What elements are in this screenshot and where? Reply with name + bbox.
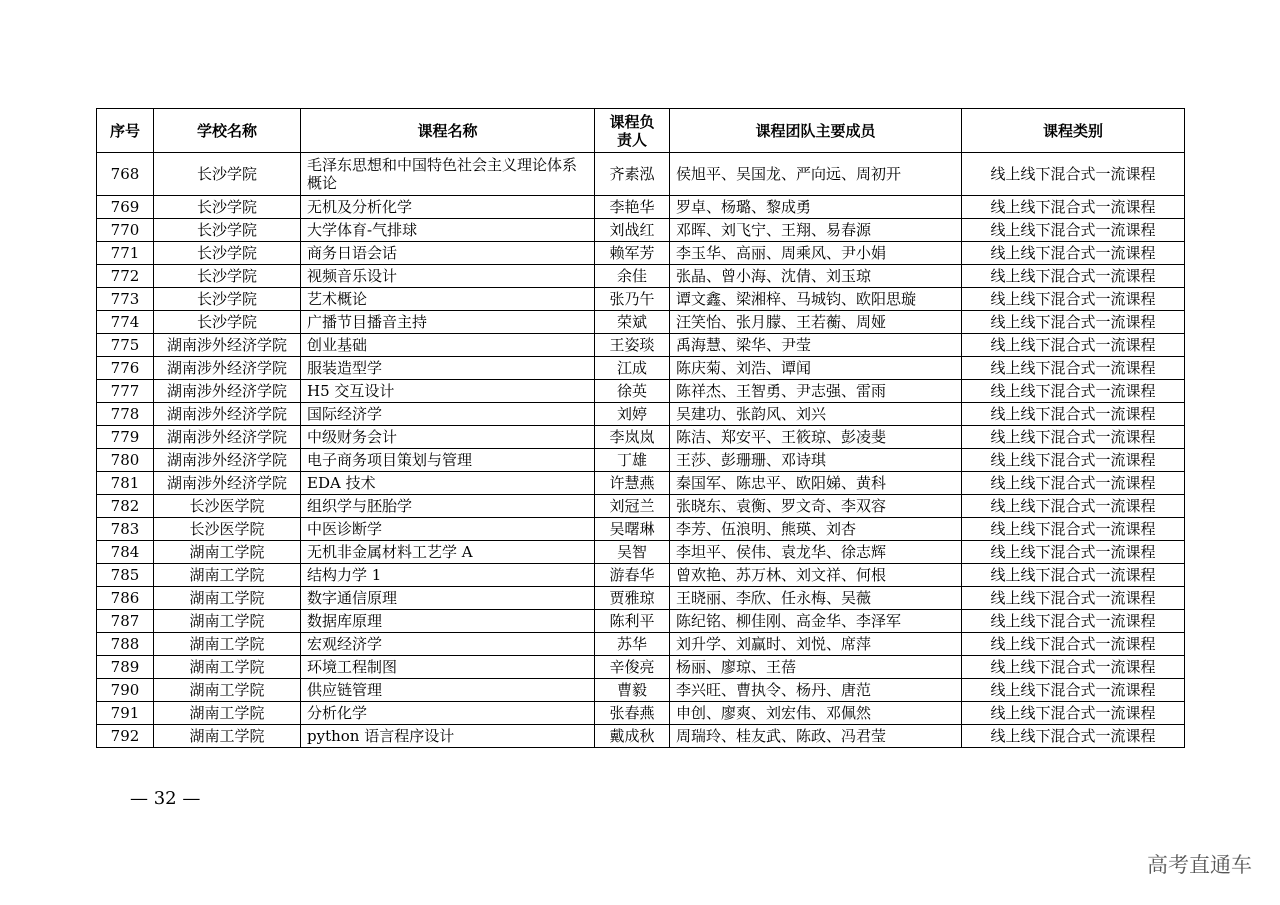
cell-team: 邓晖、刘飞宁、王翔、易春源 <box>670 219 962 242</box>
cell-leader: 辛俊亮 <box>595 656 670 679</box>
cell-team: 李兴旺、曹执令、杨丹、唐范 <box>670 679 962 702</box>
page-number: — 32 — <box>130 788 201 809</box>
cell-team: 申创、廖爽、刘宏伟、邓佩然 <box>670 702 962 725</box>
cell-course: H5 交互设计 <box>301 380 595 403</box>
cell-course: 数据库原理 <box>301 610 595 633</box>
cell-leader: 张春燕 <box>595 702 670 725</box>
table-row <box>97 403 1185 426</box>
header-leader: 课程负责人 <box>595 109 670 153</box>
cell-index: 775 <box>97 334 154 357</box>
cell-category: 线上线下混合式一流课程 <box>962 656 1185 679</box>
cell-index: 791 <box>97 702 154 725</box>
cell-index: 785 <box>97 564 154 587</box>
cell-team: 刘升学、刘赢时、刘悦、席萍 <box>670 633 962 656</box>
cell-category: 线上线下混合式一流课程 <box>962 242 1185 265</box>
cell-school: 湖南涉外经济学院 <box>154 426 301 449</box>
table-row <box>97 449 1185 472</box>
cell-school: 长沙学院 <box>154 265 301 288</box>
cell-course: 环境工程制图 <box>301 656 595 679</box>
table-row <box>97 288 1185 311</box>
cell-team: 侯旭平、吴国龙、严向远、周初开 <box>670 153 962 196</box>
cell-school: 湖南涉外经济学院 <box>154 403 301 426</box>
cell-team: 李芳、伍浪明、熊瑛、刘杏 <box>670 518 962 541</box>
cell-leader: 徐英 <box>595 380 670 403</box>
table-row <box>97 656 1185 679</box>
table-row <box>97 633 1185 656</box>
cell-leader: 余佳 <box>595 265 670 288</box>
cell-category: 线上线下混合式一流课程 <box>962 380 1185 403</box>
cell-index: 776 <box>97 357 154 380</box>
cell-index: 779 <box>97 426 154 449</box>
table-row <box>97 196 1185 219</box>
cell-team: 汪笑怡、张月朦、王若蘅、周娅 <box>670 311 962 334</box>
cell-team: 李玉华、高丽、周乘风、尹小娟 <box>670 242 962 265</box>
cell-course: 数字通信原理 <box>301 587 595 610</box>
cell-school: 湖南工学院 <box>154 541 301 564</box>
cell-leader: 吴智 <box>595 541 670 564</box>
table-row <box>97 564 1185 587</box>
cell-category: 线上线下混合式一流课程 <box>962 564 1185 587</box>
cell-school: 湖南涉外经济学院 <box>154 380 301 403</box>
cell-team: 禹海慧、梁华、尹莹 <box>670 334 962 357</box>
cell-course: 无机及分析化学 <box>301 196 595 219</box>
cell-course: 宏观经济学 <box>301 633 595 656</box>
cell-index: 783 <box>97 518 154 541</box>
cell-course: 中医诊断学 <box>301 518 595 541</box>
cell-course: python 语言程序设计 <box>301 725 595 748</box>
cell-index: 773 <box>97 288 154 311</box>
cell-leader: 吴曙琳 <box>595 518 670 541</box>
cell-course: 服装造型学 <box>301 357 595 380</box>
cell-leader: 李岚岚 <box>595 426 670 449</box>
cell-index: 780 <box>97 449 154 472</box>
cell-index: 786 <box>97 587 154 610</box>
table-row <box>97 357 1185 380</box>
cell-school: 长沙医学院 <box>154 518 301 541</box>
cell-index: 782 <box>97 495 154 518</box>
cell-index: 770 <box>97 219 154 242</box>
cell-team: 陈庆菊、刘浩、谭闻 <box>670 357 962 380</box>
table-row <box>97 334 1185 357</box>
table-row <box>97 426 1185 449</box>
cell-course: 组织学与胚胎学 <box>301 495 595 518</box>
cell-category: 线上线下混合式一流课程 <box>962 587 1185 610</box>
cell-team: 曾欢艳、苏万林、刘文祥、何根 <box>670 564 962 587</box>
cell-category: 线上线下混合式一流课程 <box>962 403 1185 426</box>
table-row <box>97 725 1185 748</box>
cell-index: 772 <box>97 265 154 288</box>
cell-category: 线上线下混合式一流课程 <box>962 449 1185 472</box>
cell-leader: 刘婷 <box>595 403 670 426</box>
cell-leader: 赖军芳 <box>595 242 670 265</box>
cell-course: 大学体育-气排球 <box>301 219 595 242</box>
table-row <box>97 702 1185 725</box>
cell-category: 线上线下混合式一流课程 <box>962 541 1185 564</box>
cell-index: 769 <box>97 196 154 219</box>
cell-category: 线上线下混合式一流课程 <box>962 426 1185 449</box>
cell-category: 线上线下混合式一流课程 <box>962 702 1185 725</box>
cell-course: 中级财务会计 <box>301 426 595 449</box>
cell-course: 创业基础 <box>301 334 595 357</box>
cell-index: 771 <box>97 242 154 265</box>
cell-course: EDA 技术 <box>301 472 595 495</box>
cell-category: 线上线下混合式一流课程 <box>962 311 1185 334</box>
cell-team: 杨丽、廖琼、王蓓 <box>670 656 962 679</box>
cell-school: 湖南工学院 <box>154 679 301 702</box>
table-row <box>97 610 1185 633</box>
cell-leader: 江成 <box>595 357 670 380</box>
cell-school: 长沙学院 <box>154 288 301 311</box>
cell-school: 湖南涉外经济学院 <box>154 334 301 357</box>
cell-index: 790 <box>97 679 154 702</box>
cell-school: 长沙学院 <box>154 153 301 196</box>
cell-school: 长沙学院 <box>154 242 301 265</box>
cell-school: 湖南涉外经济学院 <box>154 472 301 495</box>
cell-course: 供应链管理 <box>301 679 595 702</box>
cell-leader: 苏华 <box>595 633 670 656</box>
cell-index: 781 <box>97 472 154 495</box>
cell-category: 线上线下混合式一流课程 <box>962 357 1185 380</box>
cell-school: 湖南工学院 <box>154 610 301 633</box>
cell-category: 线上线下混合式一流课程 <box>962 725 1185 748</box>
cell-category: 线上线下混合式一流课程 <box>962 633 1185 656</box>
cell-school: 湖南工学院 <box>154 702 301 725</box>
cell-school: 长沙学院 <box>154 311 301 334</box>
cell-school: 湖南工学院 <box>154 725 301 748</box>
cell-course: 结构力学 1 <box>301 564 595 587</box>
cell-school: 湖南工学院 <box>154 633 301 656</box>
cell-category: 线上线下混合式一流课程 <box>962 334 1185 357</box>
cell-school: 长沙学院 <box>154 196 301 219</box>
cell-team: 王莎、彭珊珊、邓诗琪 <box>670 449 962 472</box>
cell-school: 湖南涉外经济学院 <box>154 357 301 380</box>
cell-leader: 贾雅琼 <box>595 587 670 610</box>
cell-course: 国际经济学 <box>301 403 595 426</box>
cell-leader: 王姿琰 <box>595 334 670 357</box>
cell-team: 吴建功、张韵风、刘兴 <box>670 403 962 426</box>
table-row <box>97 472 1185 495</box>
cell-category: 线上线下混合式一流课程 <box>962 153 1185 196</box>
cell-course: 电子商务项目策划与管理 <box>301 449 595 472</box>
header-index: 序号 <box>97 109 154 153</box>
header-team: 课程团队主要成员 <box>670 109 962 153</box>
cell-team: 周瑞玲、桂友武、陈政、冯君莹 <box>670 725 962 748</box>
cell-leader: 齐素泓 <box>595 153 670 196</box>
cell-team: 陈洁、郑安平、王筱琼、彭凌斐 <box>670 426 962 449</box>
table-row <box>97 679 1185 702</box>
cell-leader: 张乃午 <box>595 288 670 311</box>
cell-course: 视频音乐设计 <box>301 265 595 288</box>
cell-leader: 丁雄 <box>595 449 670 472</box>
cell-leader: 许慧燕 <box>595 472 670 495</box>
header-course: 课程名称 <box>301 109 595 153</box>
table-row <box>97 311 1185 334</box>
cell-leader: 戴成秋 <box>595 725 670 748</box>
cell-course: 艺术概论 <box>301 288 595 311</box>
table-row <box>97 242 1185 265</box>
cell-leader: 李艳华 <box>595 196 670 219</box>
cell-category: 线上线下混合式一流课程 <box>962 472 1185 495</box>
cell-team: 陈祥杰、王智勇、尹志强、雷雨 <box>670 380 962 403</box>
cell-school: 长沙医学院 <box>154 495 301 518</box>
table-row <box>97 495 1185 518</box>
cell-course: 无机非金属材料工艺学 A <box>301 541 595 564</box>
cell-team: 李坦平、侯伟、袁龙华、徐志辉 <box>670 541 962 564</box>
cell-school: 湖南工学院 <box>154 587 301 610</box>
cell-course: 毛泽东思想和中国特色社会主义理论体系概论 <box>301 153 595 196</box>
cell-leader: 荣斌 <box>595 311 670 334</box>
cell-index: 792 <box>97 725 154 748</box>
table-row <box>97 587 1185 610</box>
cell-category: 线上线下混合式一流课程 <box>962 495 1185 518</box>
table-body <box>97 153 1185 748</box>
cell-category: 线上线下混合式一流课程 <box>962 219 1185 242</box>
table-row <box>97 265 1185 288</box>
cell-category: 线上线下混合式一流课程 <box>962 265 1185 288</box>
table-row <box>97 380 1185 403</box>
cell-category: 线上线下混合式一流课程 <box>962 196 1185 219</box>
cell-index: 778 <box>97 403 154 426</box>
cell-leader: 刘战红 <box>595 219 670 242</box>
cell-team: 秦国军、陈忠平、欧阳娣、黄科 <box>670 472 962 495</box>
cell-school: 湖南涉外经济学院 <box>154 449 301 472</box>
cell-index: 784 <box>97 541 154 564</box>
cell-team: 谭文鑫、梁湘梓、马城钧、欧阳思璇 <box>670 288 962 311</box>
cell-team: 陈纪铭、柳佳刚、高金华、李泽军 <box>670 610 962 633</box>
cell-index: 774 <box>97 311 154 334</box>
cell-index: 768 <box>97 153 154 196</box>
table-row <box>97 219 1185 242</box>
cell-index: 789 <box>97 656 154 679</box>
cell-school: 湖南工学院 <box>154 564 301 587</box>
cell-team: 王晓丽、李欣、任永梅、吴薇 <box>670 587 962 610</box>
cell-leader: 曹毅 <box>595 679 670 702</box>
watermark-text: 高考直通车 <box>1147 853 1252 877</box>
cell-course: 商务日语会话 <box>301 242 595 265</box>
cell-team: 罗卓、杨璐、黎成勇 <box>670 196 962 219</box>
cell-course: 分析化学 <box>301 702 595 725</box>
cell-index: 788 <box>97 633 154 656</box>
cell-leader: 游春华 <box>595 564 670 587</box>
course-table <box>96 108 1185 748</box>
cell-category: 线上线下混合式一流课程 <box>962 679 1185 702</box>
table-header-row <box>97 109 1185 153</box>
table-row <box>97 541 1185 564</box>
course-table-container <box>96 108 1184 748</box>
cell-index: 777 <box>97 380 154 403</box>
header-category: 课程类别 <box>962 109 1185 153</box>
cell-leader: 陈利平 <box>595 610 670 633</box>
cell-category: 线上线下混合式一流课程 <box>962 610 1185 633</box>
cell-team: 张晶、曾小海、沈倩、刘玉琼 <box>670 265 962 288</box>
cell-category: 线上线下混合式一流课程 <box>962 518 1185 541</box>
cell-category: 线上线下混合式一流课程 <box>962 288 1185 311</box>
cell-team: 张晓东、袁衡、罗文奇、李双容 <box>670 495 962 518</box>
cell-leader: 刘冠兰 <box>595 495 670 518</box>
cell-school: 湖南工学院 <box>154 656 301 679</box>
cell-index: 787 <box>97 610 154 633</box>
cell-school: 长沙学院 <box>154 219 301 242</box>
header-school: 学校名称 <box>154 109 301 153</box>
table-row <box>97 518 1185 541</box>
cell-course: 广播节目播音主持 <box>301 311 595 334</box>
table-row <box>97 153 1185 196</box>
